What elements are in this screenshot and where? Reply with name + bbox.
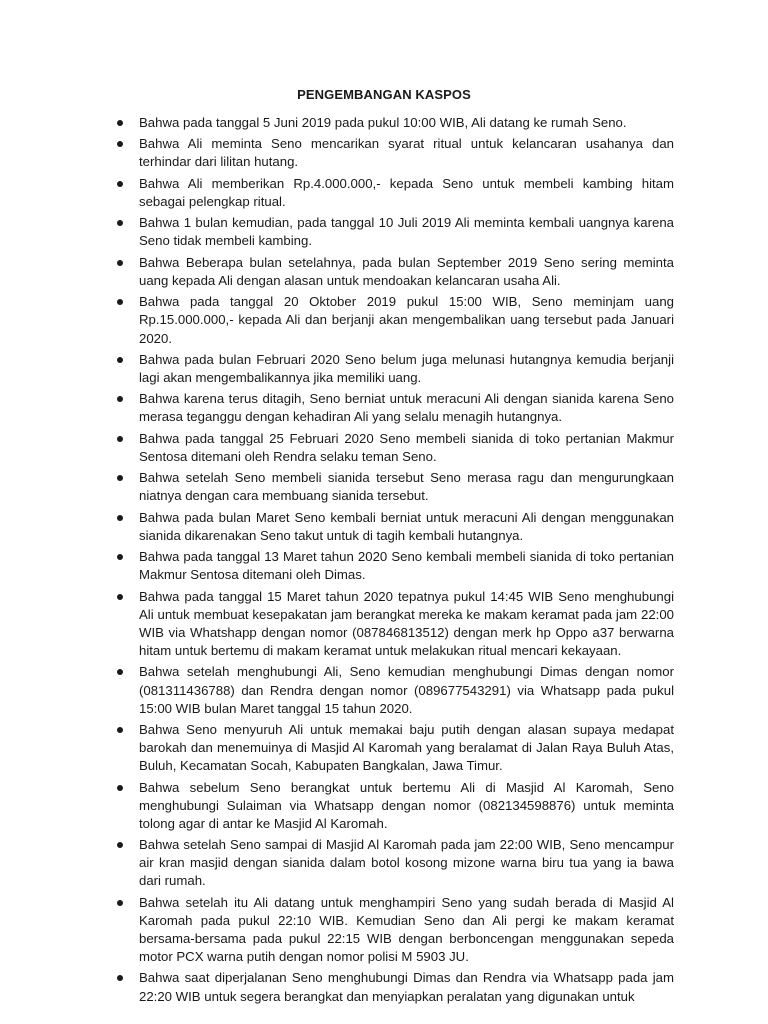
bullet-icon [117, 436, 123, 442]
bullet-list [0, 114, 768, 1009]
list-item-text: Bahwa pada bulan Februari 2020 Seno belum juga melunasi hutangnya kemudia berjanji lagi akan mengembalikannya jika memiliki uang. [139, 351, 674, 385]
list-item [139, 175, 674, 211]
list-item-text: Bahwa sebelum Seno berangkat untuk bertemu Ali di Masjid Al Karomah, Seno menghubungi Sulaiman via Whatsapp dengan nomor (082134598876) untuk meminta tolong agar di antar ke Masjid Al Karomah. [139, 779, 674, 831]
list-item [139, 779, 674, 833]
bullet-icon [117, 900, 123, 906]
list-item-text: Bahwa Ali meminta Seno mencarikan syarat ritual untuk kelancaran usahanya dan terhindar dari lilitan hutang. [139, 136, 674, 170]
bullet-icon [117, 785, 123, 791]
bullet-icon [117, 727, 123, 733]
bullet-icon [117, 396, 123, 402]
list-item [139, 214, 674, 250]
list-item [139, 721, 674, 775]
list-item [139, 114, 674, 132]
list-item [139, 969, 674, 1005]
list-item [139, 663, 674, 717]
list-item [139, 836, 674, 890]
list-item [139, 469, 674, 505]
list-item-text: Bahwa saat diperjalanan Seno menghubungi Dimas dan Rendra via Whatsapp pada jam 22:20 WIB untuk segera berangkat dan menyiapkan peralatan yang digunakan untuk [139, 970, 674, 1004]
list-item-text: Bahwa pada tanggal 13 Maret tahun 2020 Seno kembali membeli sianida di toko pertanian Makmur Sentosa ditemani oleh Dimas. [139, 549, 674, 583]
list-item-text: Bahwa karena terus ditagih, Seno berniat untuk meracuni Ali dengan sianida karena Seno merasa teganggu dengan kehadiran Ali yang selalu menagih hutangnya. [139, 391, 674, 425]
list-item-text: Bahwa pada tanggal 20 Oktober 2019 pukul 15:00 WIB, Seno meminjam uang Rp.15.000.000,- kepada Ali dan berjanji akan mengembalikan uang tersebut pada Januari 2020. [139, 294, 674, 346]
bullet-icon [117, 975, 123, 981]
list-item-text: Bahwa Ali memberikan Rp.4.000.000,- kepada Seno untuk membeli kambing hitam sebagai pelengkap ritual. [139, 175, 674, 209]
bullet-icon [117, 181, 123, 187]
list-item [139, 894, 674, 966]
list-item-text: Bahwa pada bulan Maret Seno kembali berniat untuk meracuni Ali dengan menggunakan sianida dikarenakan Seno takut untuk di tagih kembali hutangnya. [139, 509, 674, 543]
bullet-icon [117, 669, 123, 675]
list-item-text: Bahwa 1 bulan kemudian, pada tanggal 10 Juli 2019 Ali meminta kembali uangnya karena Seno tidak membeli kambing. [139, 215, 674, 249]
list-item [139, 430, 674, 466]
list-item [139, 390, 674, 426]
bullet-icon [117, 842, 123, 848]
list-item [139, 509, 674, 545]
list-item-text: Bahwa setelah menghubungi Ali, Seno kemudian menghubungi Dimas dengan nomor (081311436788) dan Rendra dengan nomor (089677543291) via Whatsapp pada pukul 15:00 WIB bulan Maret tanggal 15 tahun 2020. [139, 664, 674, 716]
list-item-text: Bahwa pada tanggal 5 Juni 2019 pada pukul 10:00 WIB, Ali datang ke rumah Seno. [139, 115, 627, 130]
list-item [139, 293, 674, 347]
list-item-text: Bahwa setelah Seno sampai di Masjid Al Karomah pada jam 22:00 WIB, Seno mencampur air kran masjid dengan sianida dalam botol kosong mizone warna biru tua yang ia bawa dari rumah. [139, 837, 674, 889]
bullet-icon [117, 594, 123, 600]
list-item [139, 254, 674, 290]
document-title: PENGEMBANGAN KASPOS [297, 87, 471, 102]
bullet-icon [117, 357, 123, 363]
list-item [139, 548, 674, 584]
list-item-text: Bahwa setelah Seno membeli sianida tersebut Seno merasa ragu dan mengurungkaan niatnya dengan cara membuang sianida tersebut. [139, 470, 674, 504]
list-item [139, 588, 674, 660]
list-item [139, 351, 674, 387]
bullet-icon [117, 515, 123, 521]
bullet-icon [117, 260, 123, 266]
list-item-text: Bahwa pada tanggal 25 Februari 2020 Seno membeli sianida di toko pertanian Makmur Sentosa ditemani oleh Rendra selaku teman Seno. [139, 430, 674, 464]
bullet-icon [117, 141, 123, 147]
list-item-text: Bahwa Seno menyuruh Ali untuk memakai baju putih dengan alasan supaya medapat barokah dan menemuinya di Masjid Al Karomah yang beralamat di Jalan Raya Buluh Atas, Buluh, Kecamatan Socah, Kabupaten Bangkalan, Jawa Timur. [139, 722, 674, 774]
list-item-text: Bahwa setelah itu Ali datang untuk menghampiri Seno yang sudah berada di Masjid Al Karomah pada pukul 22:10 WIB. Kemudian Seno dan Ali pergi ke makam keramat bersama-bersama pada pukul 22:15 WIB dengan berboncengan menggunakan sepeda motor PCX warna putih dengan nomor polisi M 5903 JU. [139, 894, 674, 965]
bullet-icon [117, 120, 123, 126]
bullet-icon [117, 299, 123, 305]
list-item-text: Bahwa pada tanggal 15 Maret tahun 2020 tepatnya pukul 14:45 WIB Seno menghubungi Ali untuk membuat kesepakatan jam berangkat mereka ke makam keramat pada jam 22:00 WIB via Whatshapp dengan nomor (087846813512) dengan merk hp Oppo a37 berwarna hitam untuk bertemu di makam keramat untuk melakukan ritual mencari kekayaan. [139, 588, 674, 659]
bullet-icon [117, 475, 123, 481]
list-item-text: Bahwa Beberapa bulan setelahnya, pada bulan September 2019 Seno sering meminta uang kepada Ali dengan alasan untuk mendoakan kelancaran usaha Ali. [139, 254, 674, 288]
list-item [139, 135, 674, 171]
bullet-icon [117, 220, 123, 226]
bullet-icon [117, 554, 123, 560]
